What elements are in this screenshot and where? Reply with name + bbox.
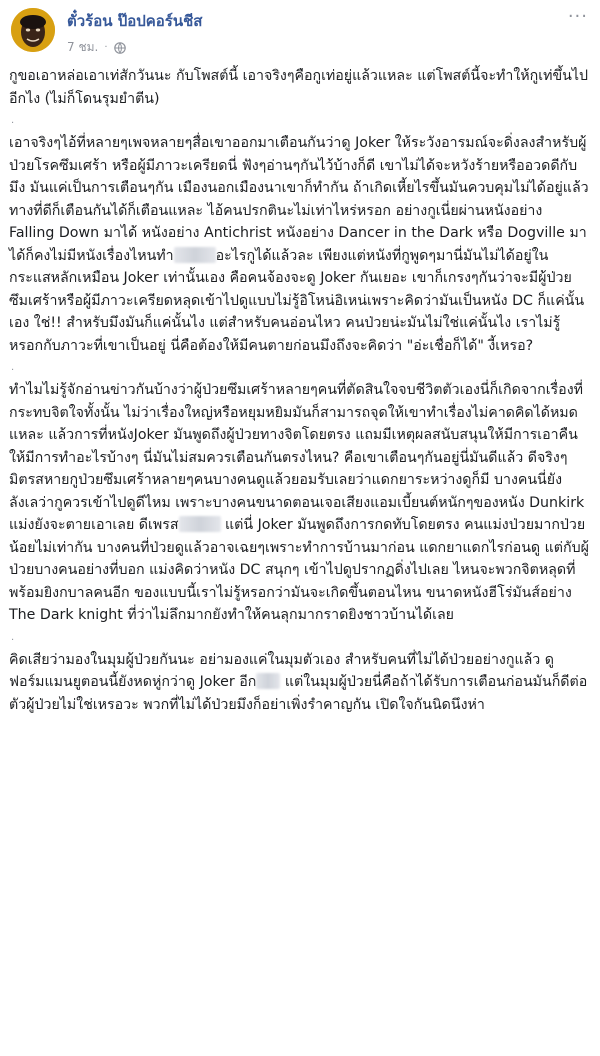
paragraph-3-continued: แต่นี่ Joker มันพูดถึงการกดทับโดยตรง คนแม่งป่วยมากป่วยน้อยไม่เท่ากัน บางคนที่ป่วยดูแล้วอาจเฉยๆเพราะทำการบ้านมาก่อน แดกยาแดกไรก่อนดู แต่กับผู้ป่วยบางคนอย่างที่บอก แม่งคิดว่าหนัง DC สนุกๆ เข้าไปดูปรากฏดิ่งไปเลย ไหนจะพวกจิตหลุดที่พร้อมยิงกบาลคนอีก ของแบบนี้เราไม่รู้หรอกว่ามันจะเกิดขึ้นตอนไหน ขนาดหนังฮีโร่มันส์อย่าง The Dark knight ที่ว่าไม่ลึกมากยังทำให้คนลุกมากราดยิงชาวบ้านได้เลย (9, 517, 589, 623)
paragraph-3 (9, 379, 589, 627)
redacted-text (174, 247, 216, 263)
redacted-text (179, 516, 221, 532)
paragraph-3-text: ทำไมไม่รู้จักอ่านข่าวกันบ้างว่าผู้ป่วยซึมเศร้าหลายๆคนที่ตัดสินใจจบชีวิตตัวเองนี่ก็เกิดจากเรื่องที่กระทบจิตใจทั้งนั้น ไม่ว่าเรื่องใหญ่หรือหยุมหยิมมันก็สามารถจุดให้เขาทำเรื่องไม่คาดคิดได้หมดแหละ แล้วการที่หนังJoker มันพูดถึงผู้ป่วยทางจิตโดยตรง แถมมีเหตุผลสนับสนุนให้มีการเอาคืน ให้มีการทำอะไรบ้างๆ นี่มันไม่สมควรเตือนกันตรงไหน? คือเขาเตือนๆกันอยู่นี่มันดีแล้ว ดีจริงๆ มิตรสหายกูป่วยซึมเศร้าหลายๆคนบางคนดูแล้วยอมรับเลยว่าแดกยาระหว่างดูก็มี บางคนนี่ยังลังเลว่ากูควรเข้าไปดูดีไหม เพราะบางคนขนาดตอนเจอเสียงแอมเบี้ยนต์หนักๆของหนัง Dunkirk แม่งยังจะตายเอาเลย ดีเพรส (9, 382, 585, 533)
author-avatar[interactable] (11, 8, 55, 52)
paragraph-4 (9, 649, 589, 717)
post-header (0, 0, 600, 62)
separator: . (11, 631, 15, 643)
post-body (9, 65, 589, 716)
paragraph-4-continued: แต่ในมุมผู้ป่วยนี่คือถ้าได้รับการเตือนก่อนมันก็ดีต่อตัวผู้ป่วยไม่ใช่เหรอวะ พวกที่ไม่ได้ป่วยมึงก็อย่าเพิ่งรำคาญกัน เปิดใจกันนิดนึงห่า (9, 674, 588, 713)
globe-icon[interactable] (114, 42, 126, 54)
author-name[interactable]: ตั๋วร้อน ป๊อปคอร์นชีส (67, 12, 203, 30)
paragraph-4-text: คิดเสียว่ามองในมุมผู้ป่วยกันนะ อย่ามองแค่ในมุมตัวเอง สำหรับคนที่ไม่ได้ป่วยอย่างกูแล้ว ดูฟอร์มแมนยูตอนนี้ยังหดหู่กว่าดู Joker อีก (9, 651, 554, 690)
separator: . (11, 362, 15, 373)
post-meta (67, 38, 126, 57)
meta-dot: · (104, 42, 108, 53)
separator: . (11, 115, 15, 126)
paragraph-2-continued: อะไรกูได้แล้วละ เพียงแต่หนังที่กูพูดๆมานี่มันไม่ได้อยู่ในกระแสหลักเหมือน Joker เท่านั้นเอง คือคนจ้องจะดู Joker กันเยอะ เขาก็เกรงๆกันว่าจะมีผู้ป่วยซึมเศร้าหรือผู้มีภาวะเครียดหลุดเข้าไปดูแบบไม่รู้อิโหน่อิเหน่เพราะคิดว่ามันเป็นหนัง DC ก็แค่นั้นเอง ใช่!! สำหรับมึงมันก็แค่นั้นไง แต่สำหรับคนอ่อนไหว คนป่วยน่ะมันไม่ใช่แค่นั้นไง เราไม่รู้หรอกกับภาวะที่เขาเป็นอยู่ นี่คือต้องให้มีคนตายก่อนมึงถึงจะคิดว่า "อ่ะเชื่อก็ได้" งี้เหรอ? (9, 247, 585, 354)
paragraph-2-text: เอาจริงๆไอ้ที่หลายๆเพจหลายๆสื่อเขาออกมาเตือนกันว่าดู Joker ให้ระวังอารมณ์จะดิ่งลงสำหรับผู้ป่วยโรคซึมเศร้า หรือผู้มีภาวะเครียดนี่ ฟังๆอ่านๆกันไว้บ้างก็ดี เขาไม่ได้จะหวังร้ายหรืออวดดีกับมึง มันแค่เป็นการเตือนๆกัน เมืองนอกเมืองนาเขาก็ทำกัน ถ้าเกิดเหี้ยไรขึ้นมันควบคุมไม่ได้อยู่แล้ว ทางที่ดีก็เตือนกันได้ก็เตือนแหละ ไอ้คนปรกตินะไม่เท่าไหร่หรอก อย่างกูเนี่ยผ่านหนังอย่าง Falling Down มาได้ หนังอย่าง Antichrist หนังอย่าง Dancer in the Dark หรือ Dogville มาได้ก็คงไม่มีหนังเรื่องไหนทำ (9, 135, 589, 264)
paragraph-2 (9, 132, 589, 357)
post-options-icon[interactable]: ··· (567, 6, 588, 27)
redacted-text (256, 673, 280, 689)
paragraph-1: กูขอเอาหล่อเอาเท่สักวันนะ กับโพสต์นี้ เอาจริงๆคือกูเท่อยู่แล้วแหละ แต่โพสต์นี้จะทำให้กูเท่ขึ้นไปอีกไง (ไม่ก็โดนรุมยำตีน) (9, 68, 588, 107)
post-timestamp[interactable]: 7 ชม. (67, 40, 99, 54)
avatar-image-icon (11, 8, 55, 52)
